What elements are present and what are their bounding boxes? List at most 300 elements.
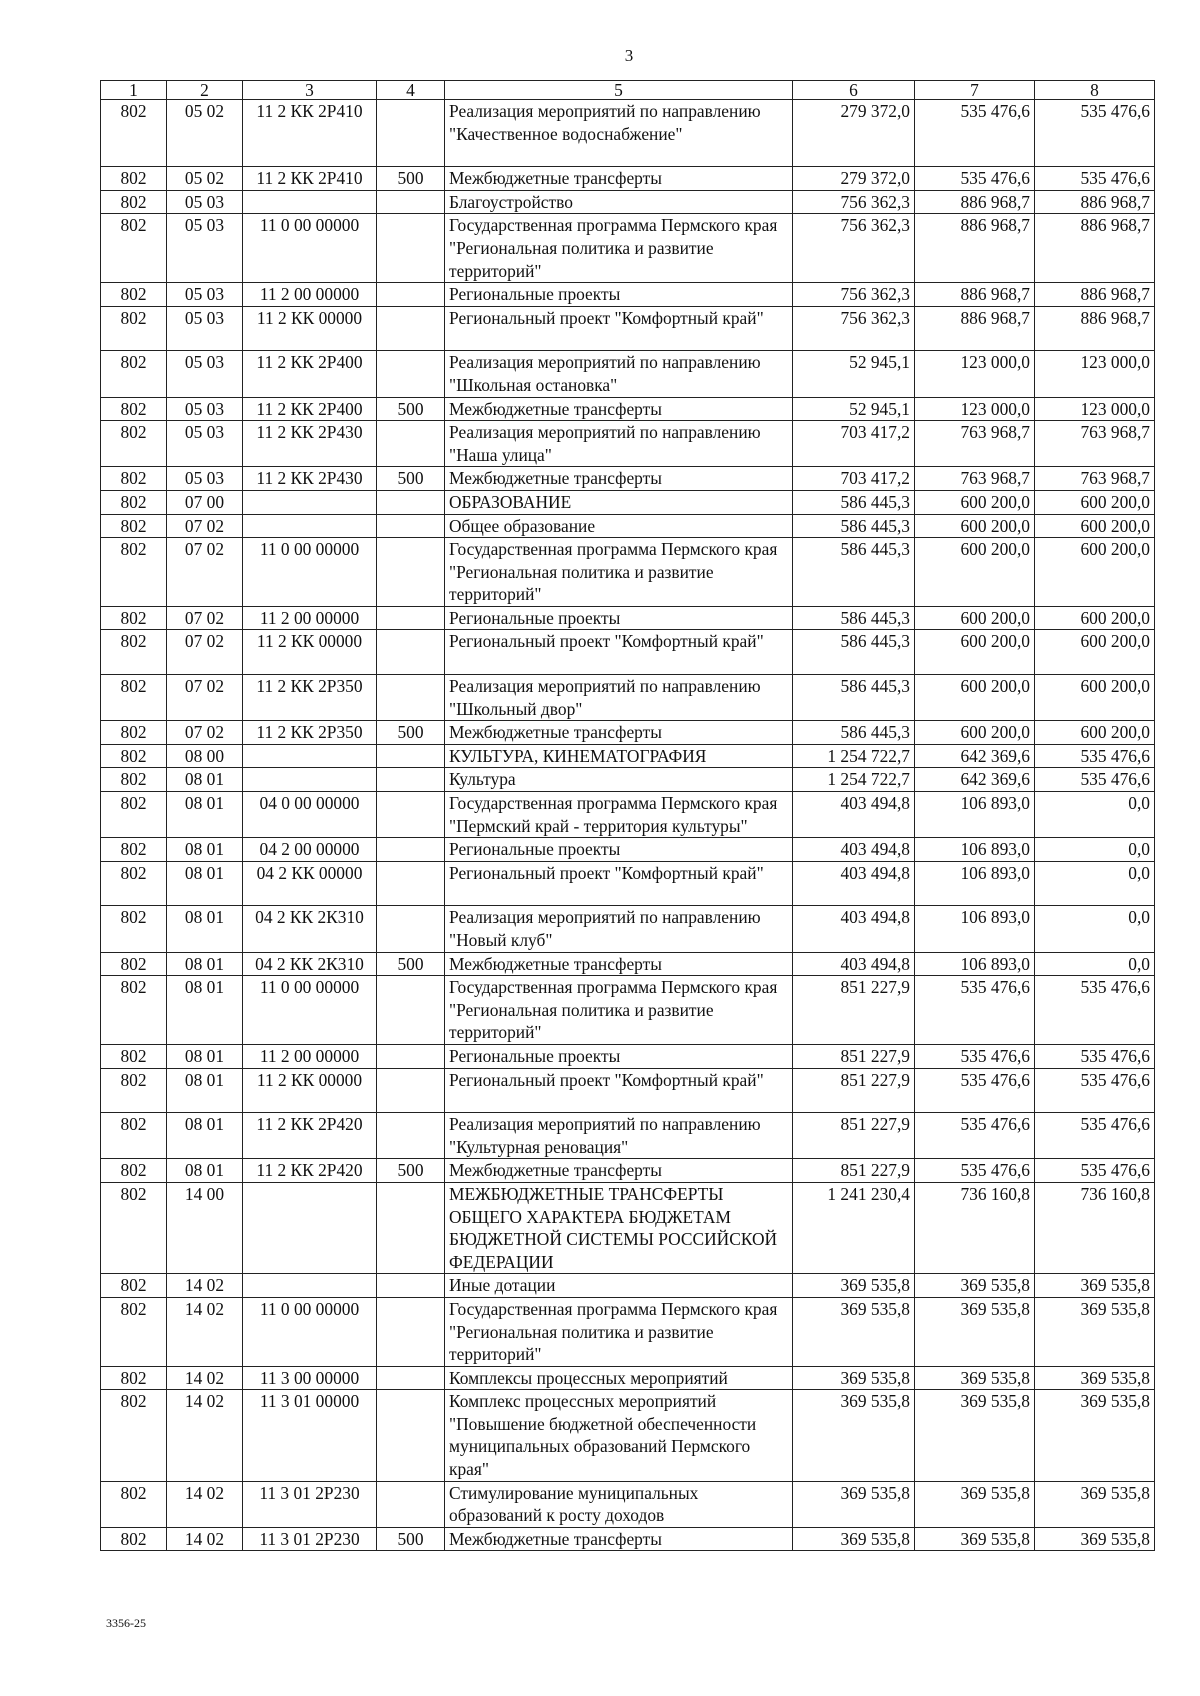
expense-type-cell: 500 (377, 467, 445, 491)
amount-col6-cell: 586 445,3 (793, 490, 915, 514)
amount-col8-cell: 369 535,8 (1035, 1481, 1155, 1527)
amount-col8-cell: 0,0 (1035, 861, 1155, 906)
org-code-cell: 802 (101, 838, 167, 862)
amount-col6-cell: 703 417,2 (793, 467, 915, 491)
org-code-cell: 802 (101, 100, 167, 167)
amount-col7-cell: 535 476,6 (915, 1044, 1035, 1068)
target-code-cell (243, 768, 377, 792)
table-row (101, 861, 1155, 906)
column-header: 3 (243, 81, 377, 100)
description-cell: Государственная программа Пермского края "Пермский край - территория культуры" (445, 792, 793, 838)
table-row (101, 1366, 1155, 1390)
amount-col8-cell: 600 200,0 (1035, 538, 1155, 607)
amount-col7-cell: 736 160,8 (915, 1182, 1035, 1273)
org-code-cell: 802 (101, 1068, 167, 1113)
amount-col6-cell: 586 445,3 (793, 630, 915, 675)
target-code-cell: 11 2 КК 2Р420 (243, 1113, 377, 1159)
amount-col7-cell: 535 476,6 (915, 1159, 1035, 1183)
expense-type-cell (377, 421, 445, 467)
target-code-cell: 04 2 КК 2К310 (243, 906, 377, 952)
amount-col8-cell: 369 535,8 (1035, 1390, 1155, 1481)
amount-col8-cell: 763 968,7 (1035, 421, 1155, 467)
amount-col7-cell: 535 476,6 (915, 976, 1035, 1045)
description-cell: Общее образование (445, 514, 793, 538)
expense-type-cell (377, 768, 445, 792)
amount-col6-cell: 756 362,3 (793, 283, 915, 307)
expense-type-cell (377, 1113, 445, 1159)
expense-type-cell (377, 838, 445, 862)
section-code-cell: 07 02 (167, 675, 243, 721)
budget-table (100, 80, 1155, 1551)
amount-col7-cell: 369 535,8 (915, 1481, 1035, 1527)
target-code-cell: 11 2 КК 00000 (243, 630, 377, 675)
expense-type-cell (377, 792, 445, 838)
description-cell: Региональные проекты (445, 1044, 793, 1068)
section-code-cell: 08 01 (167, 952, 243, 976)
table-row (101, 214, 1155, 283)
description-cell: Реализация мероприятий по направлению "Школьная остановка" (445, 351, 793, 397)
table-row (101, 744, 1155, 768)
amount-col7-cell: 106 893,0 (915, 861, 1035, 906)
amount-col6-cell: 369 535,8 (793, 1366, 915, 1390)
amount-col8-cell: 0,0 (1035, 792, 1155, 838)
expense-type-cell (377, 214, 445, 283)
amount-col6-cell: 403 494,8 (793, 906, 915, 952)
amount-col8-cell: 600 200,0 (1035, 630, 1155, 675)
expense-type-cell (377, 606, 445, 630)
section-code-cell: 14 02 (167, 1481, 243, 1527)
section-code-cell: 07 02 (167, 721, 243, 745)
amount-col7-cell: 123 000,0 (915, 397, 1035, 421)
amount-col7-cell: 642 369,6 (915, 744, 1035, 768)
description-cell: Культура (445, 768, 793, 792)
org-code-cell: 802 (101, 167, 167, 191)
column-header: 1 (101, 81, 167, 100)
table-row (101, 606, 1155, 630)
section-code-cell: 05 03 (167, 421, 243, 467)
amount-col8-cell: 535 476,6 (1035, 1044, 1155, 1068)
section-code-cell: 05 03 (167, 467, 243, 491)
table-row (101, 467, 1155, 491)
target-code-cell: 11 2 КК 00000 (243, 1068, 377, 1113)
table-row (101, 1068, 1155, 1113)
description-cell: КУЛЬТУРА, КИНЕМАТОГРАФИЯ (445, 744, 793, 768)
table-row (101, 514, 1155, 538)
amount-col8-cell: 763 968,7 (1035, 467, 1155, 491)
amount-col6-cell: 703 417,2 (793, 421, 915, 467)
description-cell: Межбюджетные трансферты (445, 167, 793, 191)
section-code-cell: 08 01 (167, 1159, 243, 1183)
section-code-cell: 07 02 (167, 514, 243, 538)
amount-col7-cell: 600 200,0 (915, 721, 1035, 745)
table-row (101, 351, 1155, 397)
amount-col6-cell: 851 227,9 (793, 1159, 915, 1183)
description-cell: Межбюджетные трансферты (445, 467, 793, 491)
section-code-cell: 08 01 (167, 1044, 243, 1068)
target-code-cell (243, 490, 377, 514)
table-row (101, 100, 1155, 167)
amount-col6-cell: 756 362,3 (793, 306, 915, 351)
target-code-cell: 11 3 00 00000 (243, 1366, 377, 1390)
amount-col7-cell: 886 968,7 (915, 190, 1035, 214)
description-cell: Межбюджетные трансферты (445, 1159, 793, 1183)
amount-col8-cell: 886 968,7 (1035, 190, 1155, 214)
section-code-cell: 05 03 (167, 283, 243, 307)
amount-col6-cell: 586 445,3 (793, 538, 915, 607)
amount-col8-cell: 600 200,0 (1035, 490, 1155, 514)
amount-col8-cell: 535 476,6 (1035, 1159, 1155, 1183)
amount-col7-cell: 600 200,0 (915, 630, 1035, 675)
target-code-cell: 04 0 00 00000 (243, 792, 377, 838)
description-cell: Реализация мероприятий по направлению "Наша улица" (445, 421, 793, 467)
target-code-cell: 11 2 КК 2Р350 (243, 675, 377, 721)
section-code-cell: 08 01 (167, 861, 243, 906)
expense-type-cell (377, 675, 445, 721)
target-code-cell: 11 2 КК 2Р420 (243, 1159, 377, 1183)
expense-type-cell (377, 630, 445, 675)
amount-col6-cell: 369 535,8 (793, 1390, 915, 1481)
description-cell: Реализация мероприятий по направлению "Новый клуб" (445, 906, 793, 952)
table-row (101, 1481, 1155, 1527)
section-code-cell: 08 01 (167, 838, 243, 862)
section-code-cell: 08 01 (167, 906, 243, 952)
expense-type-cell: 500 (377, 397, 445, 421)
expense-type-cell (377, 861, 445, 906)
amount-col6-cell: 851 227,9 (793, 1044, 915, 1068)
org-code-cell: 802 (101, 721, 167, 745)
expense-type-cell (377, 1044, 445, 1068)
target-code-cell: 11 3 01 2Р230 (243, 1527, 377, 1551)
amount-col6-cell: 586 445,3 (793, 606, 915, 630)
column-header: 6 (793, 81, 915, 100)
section-code-cell: 07 02 (167, 630, 243, 675)
amount-col7-cell: 369 535,8 (915, 1274, 1035, 1298)
org-code-cell: 802 (101, 1390, 167, 1481)
org-code-cell: 802 (101, 952, 167, 976)
table-row (101, 675, 1155, 721)
section-code-cell: 05 02 (167, 100, 243, 167)
description-cell: Государственная программа Пермского края "Региональная политика и развитие территорий" (445, 214, 793, 283)
target-code-cell: 11 2 КК 2Р410 (243, 100, 377, 167)
org-code-cell: 802 (101, 1044, 167, 1068)
table-row (101, 397, 1155, 421)
description-cell: Региональные проекты (445, 838, 793, 862)
amount-col7-cell: 886 968,7 (915, 306, 1035, 351)
org-code-cell: 802 (101, 744, 167, 768)
amount-col7-cell: 106 893,0 (915, 792, 1035, 838)
expense-type-cell (377, 1068, 445, 1113)
expense-type-cell (377, 100, 445, 167)
org-code-cell: 802 (101, 1481, 167, 1527)
section-code-cell: 07 02 (167, 606, 243, 630)
expense-type-cell (377, 306, 445, 351)
org-code-cell: 802 (101, 351, 167, 397)
org-code-cell: 802 (101, 538, 167, 607)
amount-col7-cell: 763 968,7 (915, 467, 1035, 491)
table-row (101, 1390, 1155, 1481)
org-code-cell: 802 (101, 906, 167, 952)
expense-type-cell (377, 744, 445, 768)
org-code-cell: 802 (101, 467, 167, 491)
amount-col6-cell: 279 372,0 (793, 100, 915, 167)
org-code-cell: 802 (101, 190, 167, 214)
description-cell: Межбюджетные трансферты (445, 721, 793, 745)
column-header: 2 (167, 81, 243, 100)
section-code-cell: 07 00 (167, 490, 243, 514)
amount-col7-cell: 106 893,0 (915, 952, 1035, 976)
org-code-cell: 802 (101, 768, 167, 792)
amount-col8-cell: 600 200,0 (1035, 675, 1155, 721)
amount-col7-cell: 535 476,6 (915, 100, 1035, 167)
expense-type-cell (377, 283, 445, 307)
table-row (101, 1527, 1155, 1551)
org-code-cell: 802 (101, 630, 167, 675)
description-cell: Межбюджетные трансферты (445, 397, 793, 421)
expense-type-cell: 500 (377, 721, 445, 745)
target-code-cell: 04 2 КК 00000 (243, 861, 377, 906)
amount-col6-cell: 756 362,3 (793, 190, 915, 214)
amount-col7-cell: 600 200,0 (915, 538, 1035, 607)
org-code-cell: 802 (101, 1366, 167, 1390)
expense-type-cell: 500 (377, 1159, 445, 1183)
description-cell: МЕЖБЮДЖЕТНЫЕ ТРАНСФЕРТЫ ОБЩЕГО ХАРАКТЕРА БЮДЖЕТАМ БЮДЖЕТНОЙ СИСТЕМЫ РОССИЙСКОЙ ФЕДЕРАЦИИ (445, 1182, 793, 1273)
expense-type-cell: 500 (377, 952, 445, 976)
expense-type-cell (377, 1481, 445, 1527)
target-code-cell: 11 2 00 00000 (243, 1044, 377, 1068)
amount-col6-cell: 1 254 722,7 (793, 768, 915, 792)
table-row (101, 768, 1155, 792)
org-code-cell: 802 (101, 675, 167, 721)
amount-col7-cell: 123 000,0 (915, 351, 1035, 397)
amount-col8-cell: 535 476,6 (1035, 167, 1155, 191)
section-code-cell: 14 02 (167, 1527, 243, 1551)
table-row (101, 976, 1155, 1045)
target-code-cell: 11 3 01 00000 (243, 1390, 377, 1481)
amount-col7-cell: 535 476,6 (915, 1113, 1035, 1159)
target-code-cell (243, 1182, 377, 1273)
amount-col6-cell: 586 445,3 (793, 721, 915, 745)
amount-col7-cell: 535 476,6 (915, 167, 1035, 191)
target-code-cell: 11 2 КК 2Р400 (243, 351, 377, 397)
amount-col6-cell: 851 227,9 (793, 1068, 915, 1113)
org-code-cell: 802 (101, 490, 167, 514)
table-row (101, 1274, 1155, 1298)
target-code-cell: 11 2 КК 2Р430 (243, 467, 377, 491)
amount-col8-cell: 0,0 (1035, 838, 1155, 862)
amount-col7-cell: 369 535,8 (915, 1527, 1035, 1551)
description-cell: Реализация мероприятий по направлению "Школьный двор" (445, 675, 793, 721)
expense-type-cell (377, 976, 445, 1045)
amount-col7-cell: 886 968,7 (915, 283, 1035, 307)
amount-col6-cell: 369 535,8 (793, 1481, 915, 1527)
table-row (101, 1182, 1155, 1273)
org-code-cell: 802 (101, 861, 167, 906)
amount-col7-cell: 600 200,0 (915, 490, 1035, 514)
org-code-cell: 802 (101, 1297, 167, 1366)
target-code-cell: 11 2 00 00000 (243, 606, 377, 630)
column-header: 5 (445, 81, 793, 100)
target-code-cell: 11 0 00 00000 (243, 538, 377, 607)
section-code-cell: 14 02 (167, 1274, 243, 1298)
table-row (101, 490, 1155, 514)
description-cell: Государственная программа Пермского края "Региональная политика и развитие территорий" (445, 976, 793, 1045)
amount-col7-cell: 369 535,8 (915, 1297, 1035, 1366)
section-code-cell: 05 03 (167, 351, 243, 397)
amount-col8-cell: 535 476,6 (1035, 100, 1155, 167)
expense-type-cell (377, 1390, 445, 1481)
amount-col6-cell: 279 372,0 (793, 167, 915, 191)
target-code-cell: 11 0 00 00000 (243, 976, 377, 1045)
table-row (101, 721, 1155, 745)
amount-col6-cell: 586 445,3 (793, 675, 915, 721)
table-row (101, 1297, 1155, 1366)
footer-code: 3356-25 (106, 1616, 146, 1630)
expense-type-cell (377, 190, 445, 214)
expense-type-cell (377, 351, 445, 397)
description-cell: Благоустройство (445, 190, 793, 214)
section-code-cell: 05 03 (167, 190, 243, 214)
description-cell: Региональный проект "Комфортный край" (445, 861, 793, 906)
target-code-cell: 04 2 КК 2К310 (243, 952, 377, 976)
org-code-cell: 802 (101, 283, 167, 307)
table-row (101, 167, 1155, 191)
target-code-cell: 11 0 00 00000 (243, 214, 377, 283)
table-row (101, 1113, 1155, 1159)
description-cell: Региональный проект "Комфортный край" (445, 306, 793, 351)
amount-col8-cell: 123 000,0 (1035, 351, 1155, 397)
table-row (101, 1159, 1155, 1183)
amount-col6-cell: 369 535,8 (793, 1297, 915, 1366)
amount-col7-cell: 106 893,0 (915, 906, 1035, 952)
description-cell: Реализация мероприятий по направлению "Качественное водоснабжение" (445, 100, 793, 167)
table-row (101, 630, 1155, 675)
description-cell: Комплекс процессных мероприятий "Повышение бюджетной обеспеченности муниципальных образований Пермского края" (445, 1390, 793, 1481)
amount-col8-cell: 369 535,8 (1035, 1297, 1155, 1366)
org-code-cell: 802 (101, 976, 167, 1045)
expense-type-cell (377, 1182, 445, 1273)
table-row (101, 952, 1155, 976)
org-code-cell: 802 (101, 1274, 167, 1298)
table-row (101, 906, 1155, 952)
amount-col8-cell: 535 476,6 (1035, 768, 1155, 792)
column-header: 7 (915, 81, 1035, 100)
amount-col7-cell: 763 968,7 (915, 421, 1035, 467)
description-cell: Межбюджетные трансферты (445, 952, 793, 976)
amount-col8-cell: 123 000,0 (1035, 397, 1155, 421)
amount-col8-cell: 535 476,6 (1035, 1068, 1155, 1113)
amount-col7-cell: 886 968,7 (915, 214, 1035, 283)
amount-col6-cell: 403 494,8 (793, 838, 915, 862)
table-row (101, 538, 1155, 607)
section-code-cell: 14 02 (167, 1390, 243, 1481)
section-code-cell: 07 02 (167, 538, 243, 607)
amount-col8-cell: 600 200,0 (1035, 721, 1155, 745)
org-code-cell: 802 (101, 1182, 167, 1273)
target-code-cell: 11 2 КК 2Р410 (243, 167, 377, 191)
target-code-cell: 11 2 КК 2Р350 (243, 721, 377, 745)
target-code-cell (243, 1274, 377, 1298)
table-row (101, 838, 1155, 862)
amount-col8-cell: 886 968,7 (1035, 214, 1155, 283)
table-row (101, 306, 1155, 351)
amount-col7-cell: 106 893,0 (915, 838, 1035, 862)
amount-col8-cell: 886 968,7 (1035, 283, 1155, 307)
amount-col8-cell: 535 476,6 (1035, 1113, 1155, 1159)
org-code-cell: 802 (101, 306, 167, 351)
org-code-cell: 802 (101, 1113, 167, 1159)
expense-type-cell (377, 490, 445, 514)
target-code-cell (243, 514, 377, 538)
description-cell: Региональные проекты (445, 606, 793, 630)
amount-col8-cell: 736 160,8 (1035, 1182, 1155, 1273)
amount-col8-cell: 0,0 (1035, 906, 1155, 952)
section-code-cell: 08 01 (167, 1113, 243, 1159)
target-code-cell (243, 190, 377, 214)
amount-col6-cell: 586 445,3 (793, 514, 915, 538)
amount-col6-cell: 403 494,8 (793, 952, 915, 976)
amount-col6-cell: 1 241 230,4 (793, 1182, 915, 1273)
amount-col8-cell: 369 535,8 (1035, 1527, 1155, 1551)
org-code-cell: 802 (101, 792, 167, 838)
table-row (101, 421, 1155, 467)
amount-col8-cell: 600 200,0 (1035, 514, 1155, 538)
target-code-cell: 11 2 КК 2Р430 (243, 421, 377, 467)
description-cell: Межбюджетные трансферты (445, 1527, 793, 1551)
expense-type-cell (377, 538, 445, 607)
amount-col7-cell: 369 535,8 (915, 1390, 1035, 1481)
section-code-cell: 08 01 (167, 976, 243, 1045)
expense-type-cell (377, 1274, 445, 1298)
table-row (101, 792, 1155, 838)
org-code-cell: 802 (101, 1527, 167, 1551)
amount-col6-cell: 403 494,8 (793, 792, 915, 838)
amount-col7-cell: 535 476,6 (915, 1068, 1035, 1113)
section-code-cell: 14 00 (167, 1182, 243, 1273)
expense-type-cell (377, 1297, 445, 1366)
description-cell: Иные дотации (445, 1274, 793, 1298)
header-row (101, 81, 1155, 100)
description-cell: Региональный проект "Комфортный край" (445, 630, 793, 675)
org-code-cell: 802 (101, 214, 167, 283)
section-code-cell: 05 02 (167, 167, 243, 191)
column-header: 8 (1035, 81, 1155, 100)
description-cell: Государственная программа Пермского края "Региональная политика и развитие территорий" (445, 1297, 793, 1366)
amount-col8-cell: 600 200,0 (1035, 606, 1155, 630)
amount-col7-cell: 642 369,6 (915, 768, 1035, 792)
description-cell: Региональный проект "Комфортный край" (445, 1068, 793, 1113)
amount-col6-cell: 369 535,8 (793, 1527, 915, 1551)
expense-type-cell: 500 (377, 167, 445, 191)
table-row (101, 1044, 1155, 1068)
target-code-cell: 04 2 00 00000 (243, 838, 377, 862)
table-row (101, 283, 1155, 307)
section-code-cell: 08 00 (167, 744, 243, 768)
target-code-cell: 11 2 КК 2Р400 (243, 397, 377, 421)
expense-type-cell (377, 906, 445, 952)
table-row (101, 190, 1155, 214)
org-code-cell: 802 (101, 514, 167, 538)
amount-col8-cell: 369 535,8 (1035, 1274, 1155, 1298)
section-code-cell: 14 02 (167, 1366, 243, 1390)
expense-type-cell (377, 1366, 445, 1390)
org-code-cell: 802 (101, 421, 167, 467)
amount-col8-cell: 535 476,6 (1035, 744, 1155, 768)
section-code-cell: 08 01 (167, 792, 243, 838)
column-header: 4 (377, 81, 445, 100)
description-cell: Региональные проекты (445, 283, 793, 307)
expense-type-cell (377, 514, 445, 538)
amount-col8-cell: 535 476,6 (1035, 976, 1155, 1045)
